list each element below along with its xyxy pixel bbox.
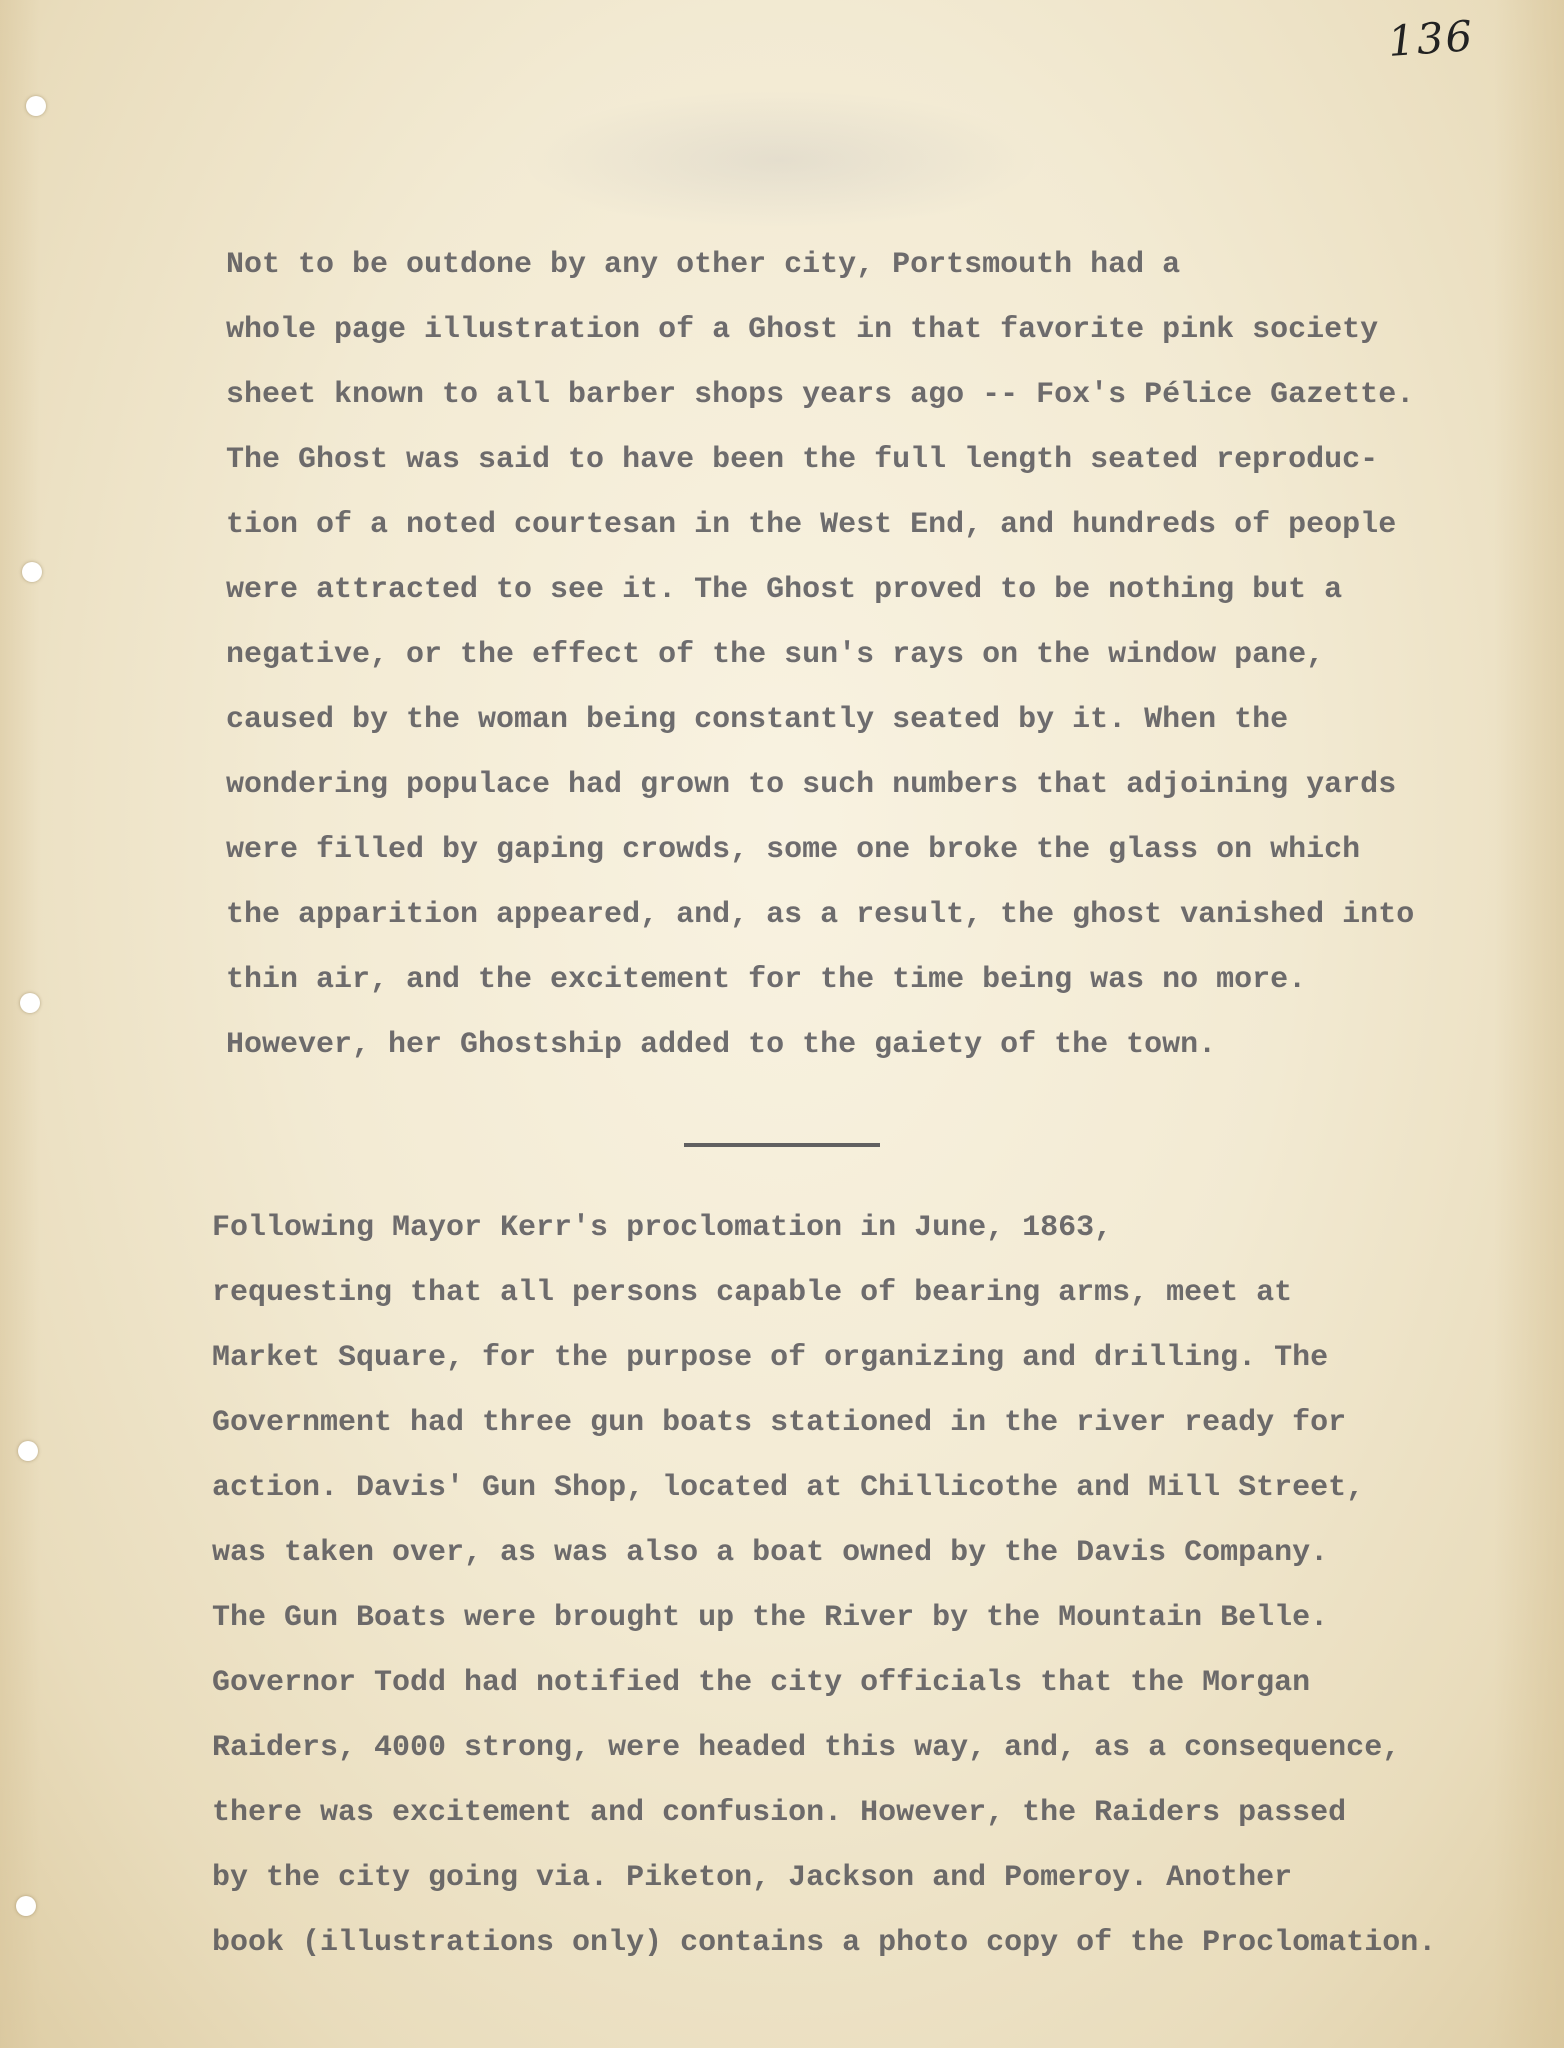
paper-edge-left xyxy=(0,0,40,2048)
text-line: The Gun Boats were brought up the River by the Mountain Belle. xyxy=(212,1601,1329,1635)
text-line: were filled by gaping crowds, some one broke the glass on which xyxy=(226,833,1361,867)
paper-edge-right xyxy=(1494,0,1564,2048)
punch-hole xyxy=(22,562,42,582)
text-line: Not to be outdone by any other city, Portsmouth had a xyxy=(226,248,1181,282)
text-line: Government had three gun boats stationed in the river ready for xyxy=(212,1406,1347,1440)
punch-hole xyxy=(20,993,40,1013)
punch-hole xyxy=(18,1441,38,1461)
text-line: the apparition appeared, and, as a result, the ghost vanished into xyxy=(226,898,1415,932)
text-line: was taken over, as was also a boat owned by the Davis Company. xyxy=(212,1536,1329,1570)
paper-smudge xyxy=(520,90,1040,230)
text-line: sheet known to all barber shops years ago -- Fox's Pélice Gazette. xyxy=(226,378,1415,412)
punch-hole xyxy=(26,96,46,116)
text-line: Raiders, 4000 strong, were headed this way, and, as a consequence, xyxy=(212,1731,1401,1765)
text-line: tion of a noted courtesan in the West End, and hundreds of people xyxy=(226,508,1397,542)
text-line: wondering populace had grown to such numbers that adjoining yards xyxy=(226,768,1397,802)
text-line: caused by the woman being constantly seated by it. When the xyxy=(226,703,1289,737)
text-line: were attracted to see it. The Ghost proved to be nothing but a xyxy=(226,573,1343,607)
text-line: there was excitement and confusion. However, the Raiders passed xyxy=(212,1796,1347,1830)
text-line: negative, or the effect of the sun's rays on the window pane, xyxy=(226,638,1325,672)
text-line: The Ghost was said to have been the full length seated reproduc- xyxy=(226,443,1379,477)
page-number: 136 xyxy=(1386,11,1476,66)
text-line: book (illustrations only) contains a photo copy of the Proclomation. xyxy=(212,1926,1437,1960)
paragraph-ghost xyxy=(226,233,1414,1078)
punch-hole xyxy=(16,1896,36,1916)
text-line: Market Square, for the purpose of organizing and drilling. The xyxy=(212,1341,1329,1375)
text-line: by the city going via. Piketon, Jackson and Pomeroy. Another xyxy=(212,1861,1293,1895)
text-line: thin air, and the excitement for the time being was no more. xyxy=(226,963,1307,997)
text-line: whole page illustration of a Ghost in that favorite pink society xyxy=(226,313,1379,347)
section-divider xyxy=(684,1143,880,1147)
text-line: Governor Todd had notified the city officials that the Morgan xyxy=(212,1666,1311,1700)
text-line: Following Mayor Kerr's proclomation in June, 1863, xyxy=(212,1211,1113,1245)
text-line: However, her Ghostship added to the gaiety of the town. xyxy=(226,1028,1217,1062)
text-line: requesting that all persons capable of bearing arms, meet at xyxy=(212,1276,1293,1310)
text-line: action. Davis' Gun Shop, located at Chillicothe and Mill Street, xyxy=(212,1471,1365,1505)
paragraph-proclamation xyxy=(212,1196,1436,1976)
